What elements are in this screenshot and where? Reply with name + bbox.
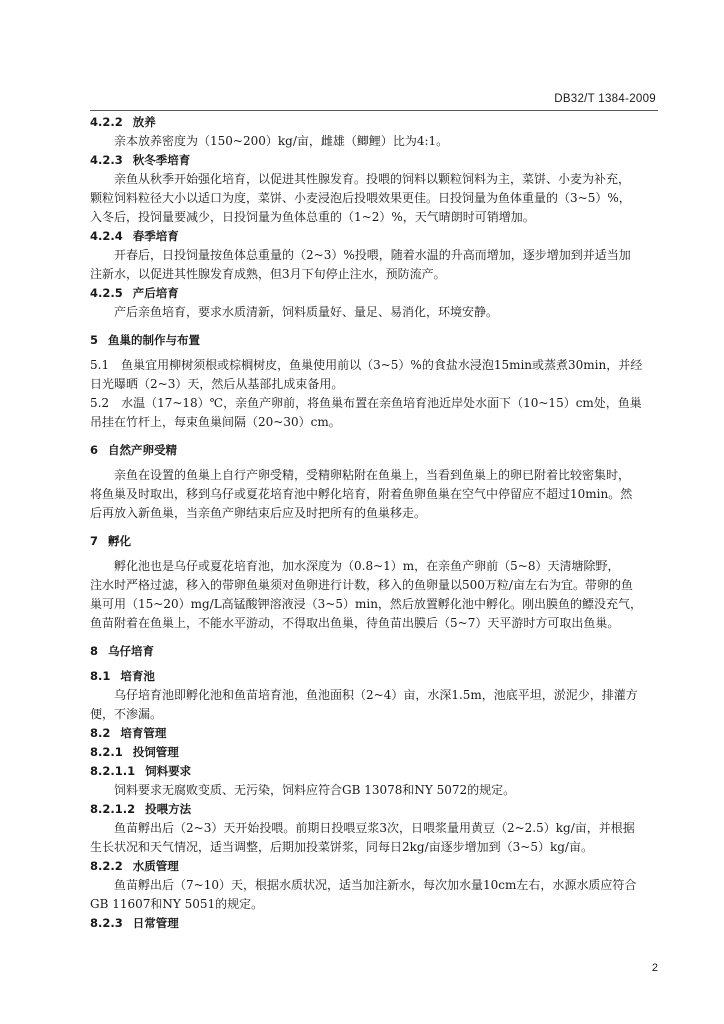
subsection-heading — [90, 857, 658, 876]
paragraph-continuation: 5.1 鱼巢宜用柳树须根或棕榈树皮，鱼巢使用前以（3~5）%的食盐水浸泡15min或蒸煮30min，并经 — [90, 358, 643, 372]
paragraph-line: 孵化池也是乌仔或夏花培育池，加水深度为（0.8~1）m，在亲鱼产卵前（5~8）天清塘除野， — [114, 559, 620, 573]
paragraph-continuation: 巢可用（15~20）mg/L高锰酸钾溶液浸（3~5）min，然后放置孵化池中孵化。刚出膜鱼的鳔没充气， — [90, 597, 642, 611]
paragraph-continuation: 吊挂在竹杆上，每束鱼巢间隔（20~30）cm。 — [90, 415, 341, 429]
subsection-heading — [90, 914, 658, 933]
paragraph-continuation: 鱼苗附着在鱼巢上，不能水平游动，不得取出鱼巢，待鱼苗出膜后（5~7）天平游时方可取出鱼巢。 — [90, 616, 620, 630]
heading-text: 自然产卵受精 — [108, 443, 178, 457]
standard-code-header: DB32/T 1384-2009 — [554, 93, 656, 105]
heading-number: 4.2.5 — [90, 286, 123, 300]
heading-number: 8.2.3 — [90, 916, 123, 930]
paragraph-line: 开春后，日投饲量按鱼体总重量的（2~3）%投喂，随着水温的升高而增加，逐步增加到并适当加 — [114, 248, 631, 262]
paragraph-continuation: 注水时严格过滤，移入的带卵鱼巢须对鱼卵进行计数，移入的鱼卵量以500万粒/亩左右为宜。带卵的鱼 — [90, 578, 633, 592]
heading-text: 水质管理 — [132, 859, 179, 873]
heading-number: 8.2 — [90, 726, 111, 740]
heading-number: 6 — [90, 443, 99, 457]
heading-text: 放养 — [132, 115, 156, 129]
paragraph-continuation: GB 11607和NY 5051的规定。 — [90, 897, 264, 911]
heading-text: 日常管理 — [132, 916, 179, 930]
paragraph-line: 产后亲鱼培育，要求水质清新，饲料质量好、量足、易消化，环境安静。 — [114, 305, 499, 319]
paragraph-line: 饲料要求无腐败变质、无污染，饲料应符合GB 13078和NY 5072的规定。 — [114, 783, 516, 797]
heading-number: 8.2.1 — [90, 745, 123, 759]
heading-number: 8.1 — [90, 669, 111, 683]
subsection-heading — [90, 667, 658, 686]
paragraph-line: 乌仔培育池即孵化池和鱼苗培育池，鱼池面积（2~4）亩，水深1.5m，池底平坦，淤泥少，排灌方 — [114, 688, 638, 702]
paragraph-continuation: 日光曝晒（2~3）天，然后从基部扎成束备用。 — [90, 377, 344, 391]
header-divider — [90, 110, 658, 111]
heading-number: 4.2.2 — [90, 115, 123, 129]
paragraph-line: 亲鱼在设置的鱼巢上自行产卵受精，受精卵粘附在鱼巢上，当看到鱼巢上的卵已附着比较密集时， — [114, 468, 631, 482]
heading-text: 培育管理 — [120, 726, 167, 740]
document-body — [90, 113, 658, 933]
subsection-heading — [90, 724, 658, 743]
subsection-heading — [90, 113, 658, 132]
subsection-heading — [90, 800, 658, 819]
paragraph-continuation: 生长状况和天气情况，适当调整，后期加投菜饼浆，同每日2kg/亩逐步增加到（3~5）kg/亩。 — [90, 840, 593, 854]
page-number: 2 — [651, 962, 658, 974]
paragraph-continuation: 5.2 水温（17~18）℃，亲鱼产卵前，将鱼巢布置在亲鱼培育池近岸处水面下（10~15）cm处，鱼巢 — [90, 396, 642, 410]
paragraph-line: 亲鱼从秋季开始强化培育，以促进其性腺发育。投喂的饲料以颗粒饲料为主，菜饼、小麦为补充， — [114, 172, 631, 186]
paragraph-continuation: 颗粒饲料粒径大小以适口为度，菜饼、小麦浸泡后投喂效果更佳。日投饲量为鱼体重量的（3~5）%， — [90, 191, 631, 205]
subsection-heading — [90, 227, 658, 246]
heading-text: 培育池 — [120, 669, 155, 683]
section-heading — [90, 532, 658, 551]
heading-number: 4.2.4 — [90, 229, 123, 243]
section-heading — [90, 331, 658, 350]
paragraph-continuation: 入冬后，投饲量要减少，日投饲量为鱼体总重的（1~2）%，天气晴朗时可销增加。 — [90, 210, 535, 224]
section-heading — [90, 642, 658, 661]
subsection-heading — [90, 743, 658, 762]
heading-number: 8.2.1.2 — [90, 802, 136, 816]
heading-text: 投饲管理 — [132, 745, 179, 759]
heading-text: 乌仔培育 — [108, 644, 155, 658]
heading-number: 4.2.3 — [90, 153, 123, 167]
paragraph-line: 亲本放养密度为（150~200）kg/亩，雌雄（鲫鲤）比为4:1。 — [114, 134, 449, 148]
heading-text: 饲料要求 — [145, 764, 192, 778]
heading-text: 春季培育 — [132, 229, 179, 243]
subsection-heading — [90, 762, 658, 781]
subsection-heading — [90, 151, 658, 170]
paragraph-continuation: 后再放入新鱼巢，当亲鱼产卵结束后应及时把所有的鱼巢移走。 — [90, 506, 427, 520]
paragraph-continuation: 将鱼巢及时取出，移到乌仔或夏花培育池中孵化培育，附着鱼卵鱼巢在空气中停留应不超过10min。然 — [90, 487, 633, 501]
subsection-heading — [90, 284, 658, 303]
heading-number: 8 — [90, 644, 99, 658]
heading-number: 8.2.2 — [90, 859, 123, 873]
heading-text: 孵化 — [108, 534, 132, 548]
paragraph-continuation: 注新水，以促进其性腺发育成熟，但3月下旬停止注水，预防流产。 — [90, 267, 446, 281]
paragraph-line: 鱼苗孵出后（2~3）天开始投喂。前期日投喂豆浆3次，日喂浆量用黄豆（2~2.5）kg/亩，并根据 — [114, 821, 635, 835]
paragraph-line: 鱼苗孵出后（7~10）天，根据水质状况，适当加注新水，每次加水量10cm左右，水源水质应符合 — [114, 878, 637, 892]
heading-text: 鱼巢的制作与布置 — [108, 333, 201, 347]
heading-text: 产后培育 — [132, 286, 179, 300]
heading-number: 5 — [90, 333, 99, 347]
heading-text: 秋冬季培育 — [132, 153, 191, 167]
heading-number: 7 — [90, 534, 99, 548]
paragraph-continuation: 便，不渗漏。 — [90, 707, 163, 721]
heading-text: 投喂方法 — [145, 802, 192, 816]
heading-number: 8.2.1.1 — [90, 764, 136, 778]
section-heading — [90, 441, 658, 460]
